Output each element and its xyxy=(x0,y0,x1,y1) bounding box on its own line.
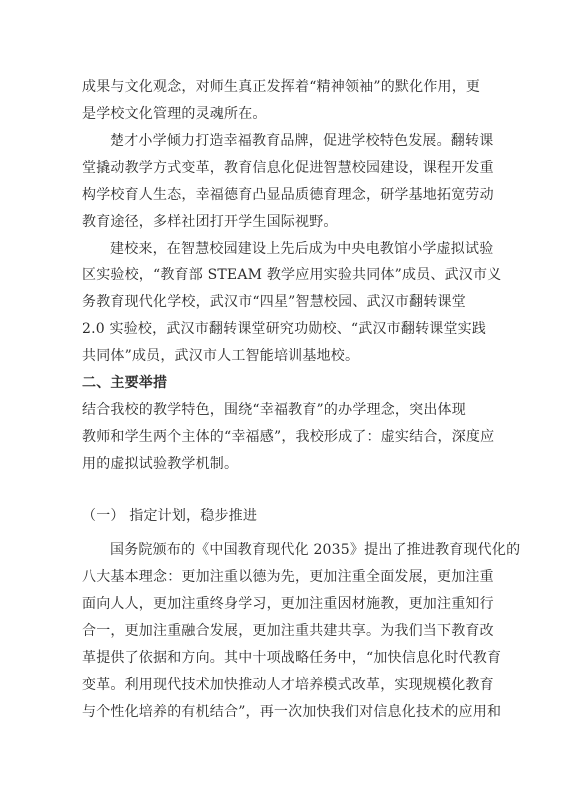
paragraph-line: 教师和学生两个主体的“幸福感”，我校形成了：虚实结合，深度应 xyxy=(82,429,495,445)
paragraph-line: 革提供了依据和方向。其中十项战略任务中，“加快信息化时代教育 xyxy=(82,650,502,666)
paragraph-line: 共同体”成员，武汉市人工智能培训基地校。 xyxy=(82,348,360,364)
paragraph-line: 教育途径，多样社团打开学生国际视野。 xyxy=(82,214,338,230)
paragraph-line: 构学校育人生态，幸福德育凸显品质德育理念，研学基地拓宽劳动 xyxy=(82,187,494,203)
section-heading: 二、主要举措 xyxy=(82,375,168,391)
paragraph-line: 与个性化培养的有机结合”，再一次加快我们对信息化技术的应用和 xyxy=(82,704,502,720)
paragraph-line: 合一，更加注重融合发展，更加注重共建共享。为我们当下教育改 xyxy=(82,623,494,639)
paragraph-line: 区实验校，“教育部 STEAM 教学应用实验共同体”成员、武汉市义 xyxy=(82,267,502,283)
paragraph-line: 面向人人，更加注重终身学习，更加注重因材施教，更加注重知行 xyxy=(82,596,494,612)
paragraph-line: 堂撬动教学方式变革，教育信息化促进智慧校园建设，课程开发重 xyxy=(82,160,494,176)
paragraph-line: 成果与文化观念，对师生真正发挥着“精神领袖”的默化作用，更 xyxy=(82,79,481,95)
paragraph-line: 务教育现代化学校，武汉市“四星”智慧校园、武汉市翻转课堂 xyxy=(82,294,466,310)
paragraph-line: 楚才小学倾力打造幸福教育品牌，促进学校特色发展。翻转课 xyxy=(110,133,494,149)
subsection-heading: （一） 指定计划，稳步推进 xyxy=(82,508,258,524)
paragraph-line: 用的虚拟试验教学机制。 xyxy=(82,456,239,472)
paragraph-line: 八大基本理念：更加注重以德为先，更加注重全面发展，更加注重 xyxy=(82,569,494,585)
paragraph-line: 国务院颁布的《中国教育现代化 2035》提出了推进教育现代化的 xyxy=(110,542,521,558)
paragraph-line: 2.0 实验校，武汉市翻转课堂研究功勋校、“武汉市翻转课堂实践 xyxy=(82,321,487,337)
paragraph-line: 结合我校的教学特色，围绕“幸福教育”的办学理念，突出体现 xyxy=(82,402,466,418)
paragraph-line: 是学校文化管理的灵魂所在。 xyxy=(82,106,267,122)
paragraph-line: 建校来，在智慧校园建设上先后成为中央电教馆小学虚拟试验 xyxy=(110,241,494,257)
paragraph-line: 变革。利用现代技术加快推动人才培养模式改革，实现规模化教育 xyxy=(82,677,494,693)
